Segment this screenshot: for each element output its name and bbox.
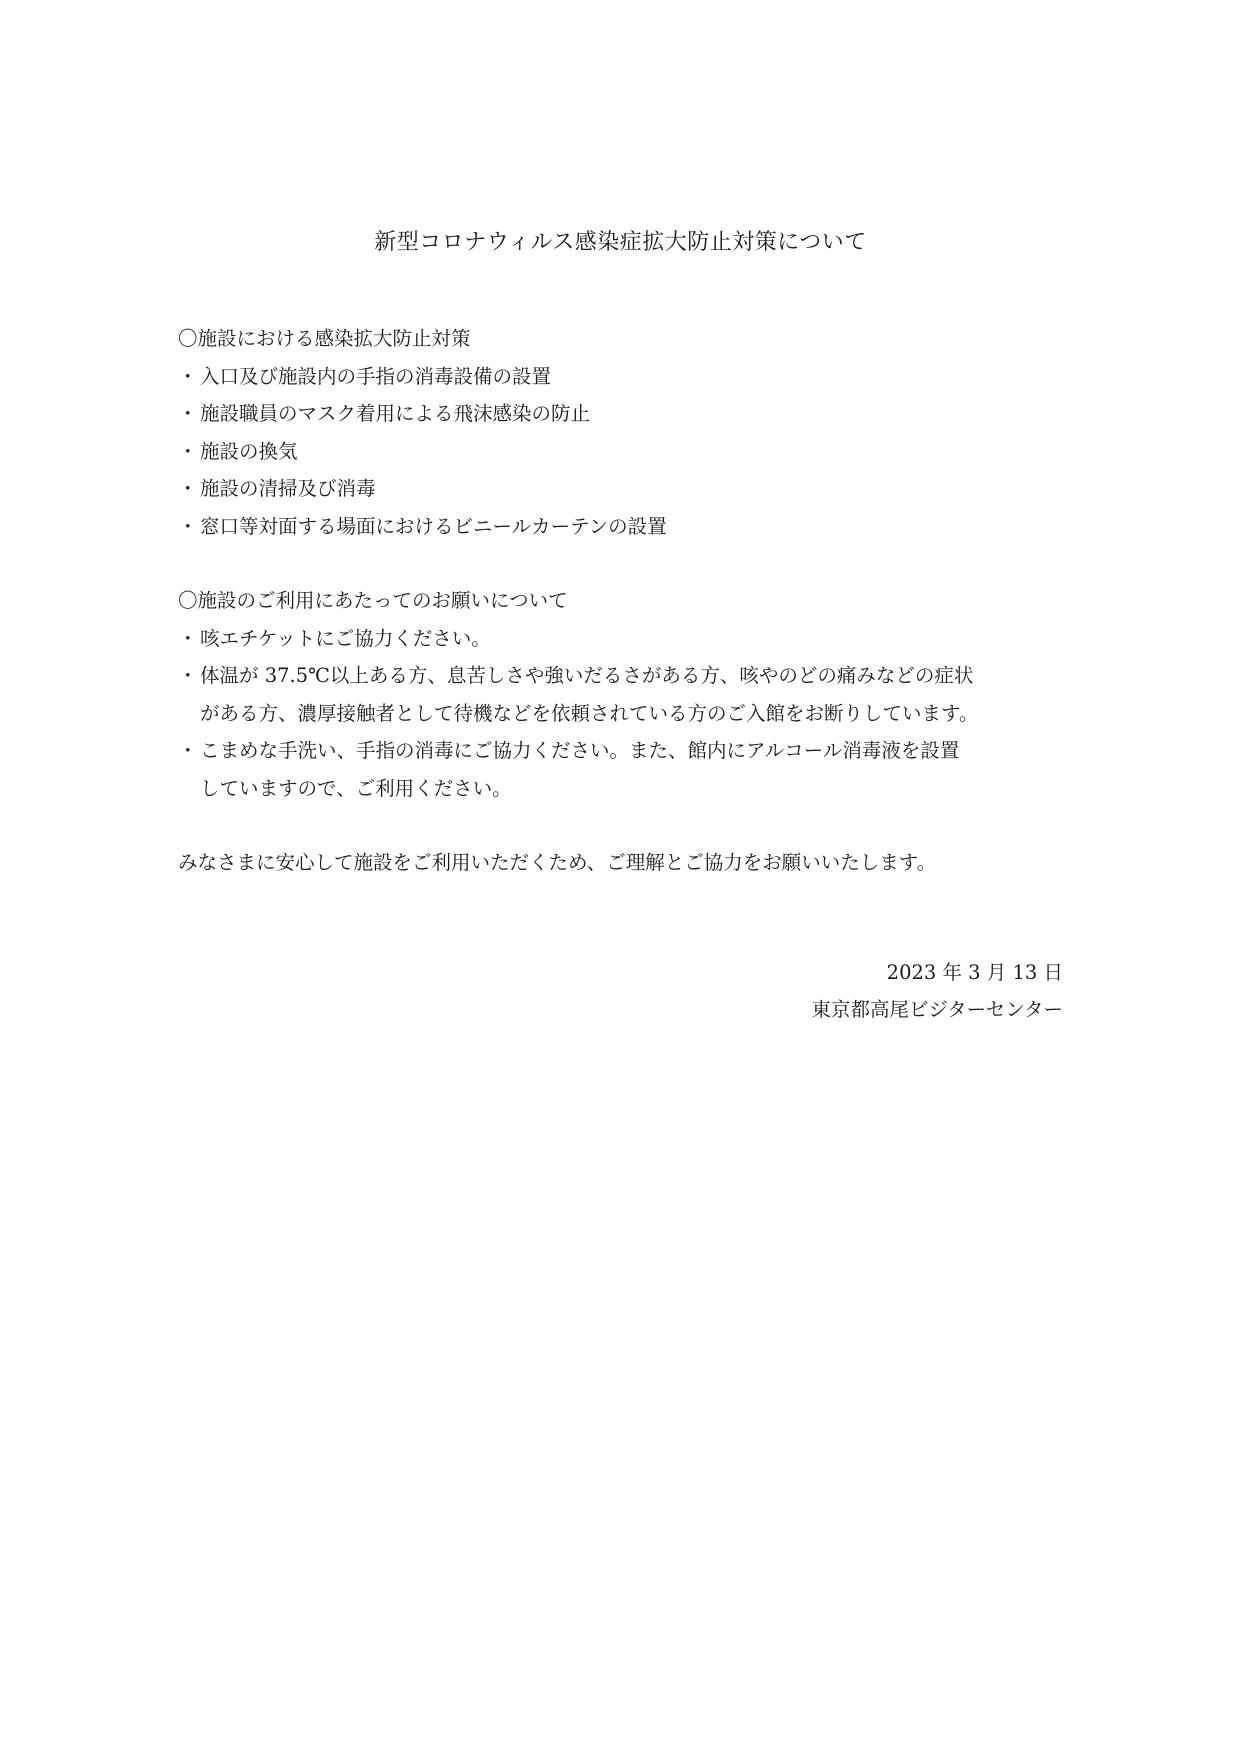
bullet-mark: ・: [178, 477, 198, 500]
signature-organization: 東京都高尾ビジターセンター: [811, 998, 1063, 1021]
page-title: 新型コロナウィルス感染症拡大防止対策について: [374, 230, 867, 255]
section-infection-prevention-measures: [178, 320, 1078, 545]
list-item: [178, 732, 1078, 807]
list-item-text: 施設の換気: [200, 439, 298, 463]
list-item-text: 施設の清掃及び消毒: [200, 477, 376, 500]
list-item-text-line: こまめな手洗い、手指の消毒にご協力ください。また、館内にアルコール消毒液を設置: [200, 739, 960, 762]
bullet-mark: ・: [178, 514, 198, 538]
list-item-text: 咳エチケットにご協力ください。: [200, 626, 491, 650]
list-item: [178, 358, 1078, 396]
bullet-mark: ・: [178, 402, 198, 425]
bullet-mark: ・: [178, 626, 198, 650]
section-usage-requests: [178, 582, 1078, 807]
bullet-mark: ・: [178, 364, 198, 388]
list-item: [178, 620, 1078, 658]
list-item-text: 施設職員のマスク着用による飛沫感染の防止: [200, 402, 591, 425]
signature-date: 2023 年 3 月 13 日: [886, 961, 1063, 984]
section-heading: 〇施設における感染拡大防止対策: [178, 327, 471, 350]
list-item-text-line: がある方、濃厚接触者として待機などを依頼されている方のご入館をお断りしています。: [200, 701, 979, 725]
list-item-text-line: 体温が 37.5℃以上ある方、息苦しさや強いだるさがある方、咳やのどの痛みなどの症状: [200, 664, 974, 687]
list-item-text: 窓口等対面する場面におけるビニールカーテンの設置: [200, 514, 667, 538]
list-item-text-line: していますので、ご利用ください。: [200, 776, 512, 800]
closing-paragraph: [178, 844, 1078, 882]
section-heading: 〇施設のご利用にあたってのお願いについて: [178, 589, 568, 612]
list-item: [178, 395, 1078, 433]
bullet-mark: ・: [178, 439, 198, 463]
list-item: [178, 657, 1078, 732]
list-item: [178, 433, 1078, 471]
list-item: [178, 470, 1078, 508]
list-item-text: 入口及び施設内の手指の消毒設備の設置: [200, 364, 552, 388]
bullet-mark: ・: [178, 664, 198, 687]
bullet-mark: ・: [178, 739, 198, 762]
closing-text: みなさまに安心して施設をご利用いただくため、ご理解とご協力をお願いいたします。: [178, 851, 937, 874]
list-item: [178, 508, 1078, 546]
